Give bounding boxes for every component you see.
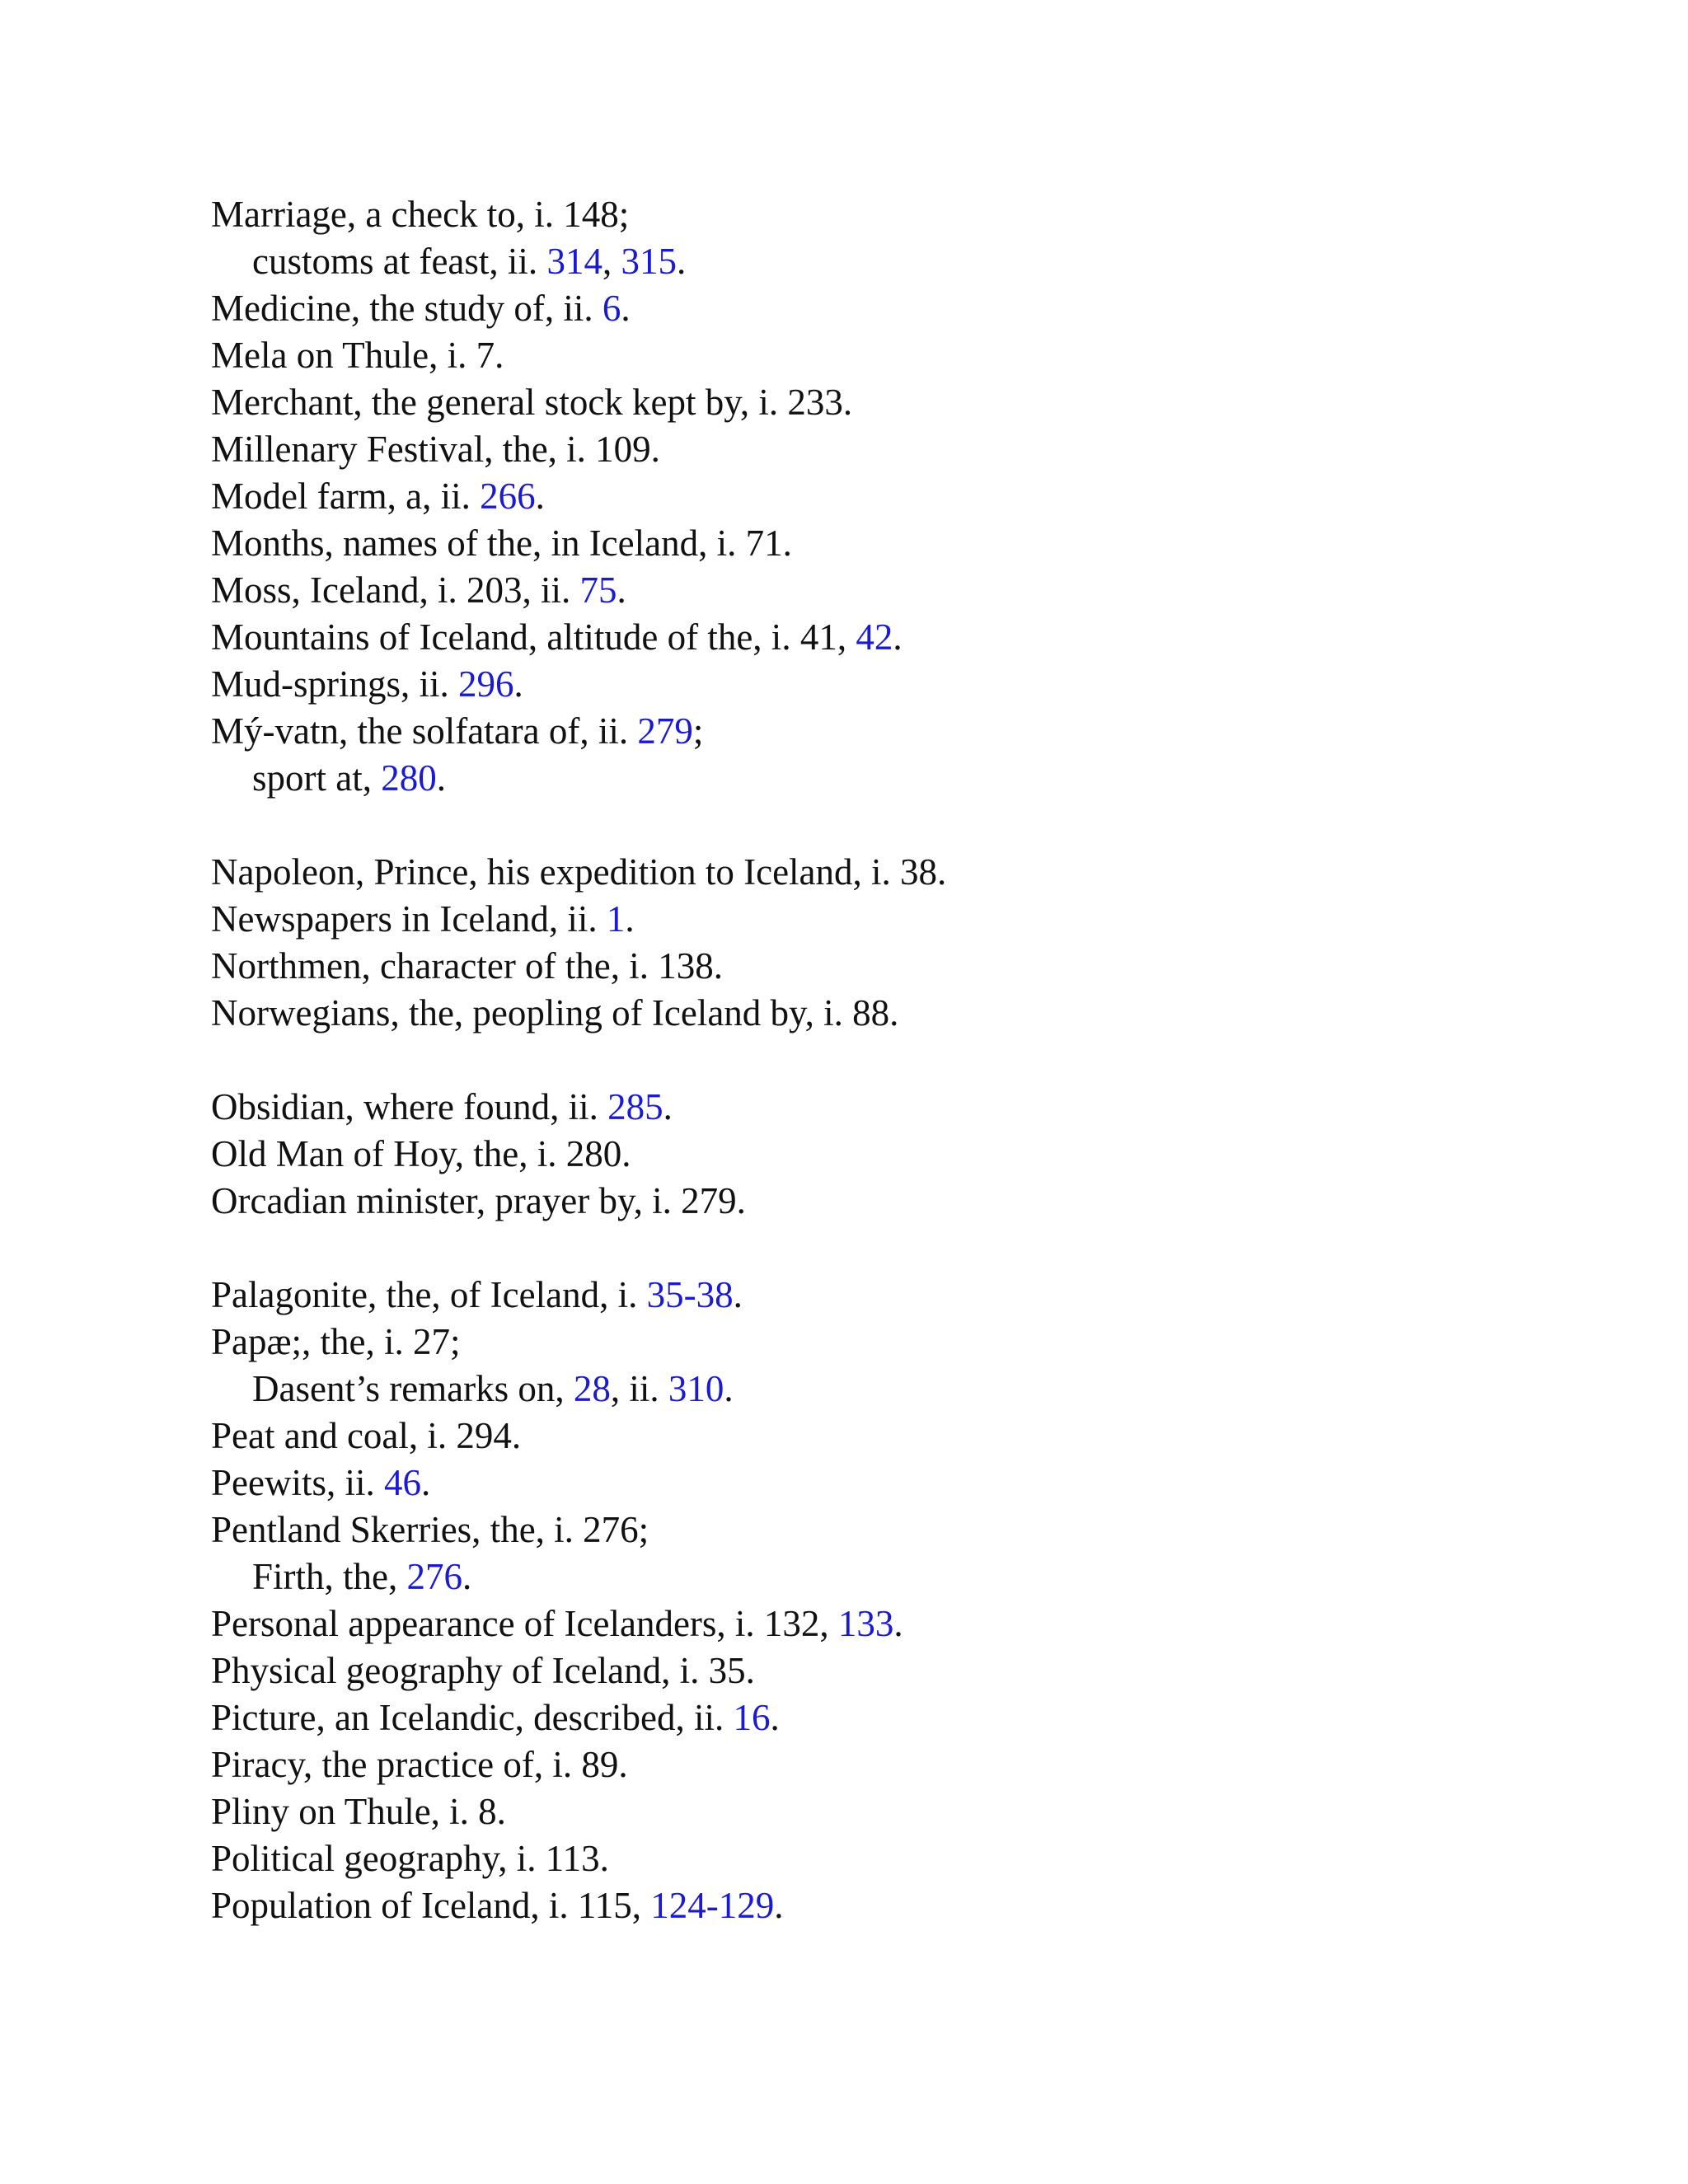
entry-text: .: [893, 1603, 903, 1644]
entry-text: .: [733, 1274, 743, 1315]
entry-text: Norwegians, the, peopling of Iceland by, i. 88.: [211, 992, 899, 1033]
page-reference-link[interactable]: 46: [384, 1462, 421, 1503]
entry-text: Marriage, a check to, i. 148;: [211, 194, 630, 235]
index-letter-group: [211, 191, 1612, 802]
index-letter-group: [211, 1084, 1612, 1225]
page-reference-link[interactable]: 279: [637, 710, 693, 752]
entry-text: .: [421, 1462, 431, 1503]
entry-text: Palagonite, the, of Iceland, i.: [211, 1274, 647, 1315]
entry-text: Dasent’s remarks on,: [252, 1368, 574, 1409]
entry-text: .: [513, 663, 523, 705]
entry-text: Merchant, the general stock kept by, i. 233.: [211, 382, 853, 423]
entry-text: .: [770, 1697, 780, 1738]
index-entry: [211, 708, 1612, 755]
entry-text: .: [535, 476, 545, 517]
index-letter-group: [211, 849, 1612, 1037]
entry-text: ,: [602, 241, 621, 282]
entry-text: Population of Iceland, i. 115,: [211, 1885, 651, 1926]
page-reference-link[interactable]: 266: [480, 476, 536, 517]
index-entry: [211, 426, 1612, 473]
index-entry: [211, 661, 1612, 708]
index-entry: [211, 1835, 1612, 1882]
entry-text: Newspapers in Iceland, ii.: [211, 898, 607, 940]
entry-text: Northmen, character of the, i. 138.: [211, 945, 724, 987]
entry-text: Model farm, a, ii.: [211, 476, 481, 517]
entry-text: Moss, Iceland, i. 203, ii.: [211, 569, 580, 611]
index-entry: [211, 1882, 1612, 1929]
entry-text: Napoleon, Prince, his expedition to Iceland, i. 38.: [211, 851, 947, 893]
index-entry: [211, 990, 1612, 1037]
entry-text: Medicine, the study of, ii.: [211, 288, 603, 329]
index-entry: [211, 943, 1612, 990]
page-reference-link[interactable]: 35-38: [646, 1274, 734, 1315]
index-subentry: [211, 755, 1612, 802]
index-entry: [211, 1694, 1612, 1741]
index-entry: [211, 191, 1612, 238]
page-reference-link[interactable]: 280: [381, 757, 437, 799]
entry-text: Mountains of Iceland, altitude of the, i. 41,: [211, 616, 856, 658]
entry-text: Peewits, ii.: [211, 1462, 384, 1503]
index-entry: [211, 1413, 1612, 1460]
entry-text: Personal appearance of Icelanders, i. 132,: [211, 1603, 838, 1644]
entry-text: Millenary Festival, the, i. 109.: [211, 429, 660, 470]
index-entry: [211, 1319, 1612, 1366]
index-entry: [211, 1178, 1612, 1225]
index-entry: [211, 1507, 1612, 1554]
entry-text: ;: [692, 710, 704, 752]
entry-text: sport at,: [252, 757, 382, 799]
entry-text: Orcadian minister, prayer by, i. 279.: [211, 1180, 746, 1221]
page-reference-link[interactable]: 285: [607, 1086, 663, 1127]
entry-text: Piracy, the practice of, i. 89.: [211, 1744, 628, 1785]
page-reference-link[interactable]: 124-129: [650, 1885, 775, 1926]
index-entry: [211, 1084, 1612, 1131]
entry-text: .: [462, 1556, 472, 1597]
index-subentry: [211, 1366, 1612, 1413]
index-entry: [211, 896, 1612, 943]
page-reference-link[interactable]: 296: [458, 663, 514, 705]
entry-text: .: [621, 288, 631, 329]
index-entry: [211, 614, 1612, 661]
page-reference-link[interactable]: 75: [579, 569, 617, 611]
entry-text: .: [724, 1368, 734, 1409]
entry-text: Months, names of the, in Iceland, i. 71.: [211, 523, 792, 564]
page-reference-link[interactable]: 310: [668, 1368, 724, 1409]
index-page: [211, 191, 1612, 1929]
entry-text: Peat and coal, i. 294.: [211, 1415, 522, 1456]
entry-text: .: [625, 898, 635, 940]
entry-text: Mý-vatn, the solfatara of, ii.: [211, 710, 638, 752]
index-entry: [211, 849, 1612, 896]
index-entry: [211, 1741, 1612, 1788]
page-reference-link[interactable]: 6: [602, 288, 621, 329]
index-entry: [211, 1131, 1612, 1178]
entry-text: Pliny on Thule, i. 8.: [211, 1791, 506, 1832]
page-reference-link[interactable]: 276: [406, 1556, 462, 1597]
entry-text: , ii.: [610, 1368, 668, 1409]
entry-text: .: [893, 616, 903, 658]
page-reference-link[interactable]: 42: [856, 616, 893, 658]
index-entry: [211, 379, 1612, 426]
entry-text: Mud-springs, ii.: [211, 663, 459, 705]
index-entry: [211, 1272, 1612, 1319]
index-entry: [211, 1601, 1612, 1647]
entry-text: .: [676, 241, 687, 282]
entry-text: Firth, the,: [252, 1556, 407, 1597]
page-reference-link[interactable]: 315: [621, 241, 677, 282]
entry-text: .: [617, 569, 626, 611]
entry-text: .: [436, 757, 446, 799]
index-entry: [211, 520, 1612, 567]
page-reference-link[interactable]: 133: [837, 1603, 894, 1644]
index-entry: [211, 1647, 1612, 1694]
entry-text: Obsidian, where found, ii.: [211, 1086, 608, 1127]
entry-text: Papæ;, the, i. 27;: [211, 1321, 461, 1362]
entry-text: .: [774, 1885, 784, 1926]
index-entry: [211, 1460, 1612, 1507]
page-reference-link[interactable]: 314: [546, 241, 603, 282]
index-entry: [211, 285, 1612, 332]
index-entry: [211, 1788, 1612, 1835]
page-reference-link[interactable]: 1: [606, 898, 626, 940]
index-entry: [211, 567, 1612, 614]
index-letter-group: [211, 1272, 1612, 1929]
page-reference-link[interactable]: 16: [733, 1697, 771, 1738]
entry-text: Mela on Thule, i. 7.: [211, 335, 504, 376]
entry-text: customs at feast, ii.: [252, 241, 547, 282]
entry-text: Old Man of Hoy, the, i. 280.: [211, 1133, 631, 1174]
entry-text: .: [663, 1086, 673, 1127]
index-subentry: [211, 1554, 1612, 1601]
entry-text: Picture, an Icelandic, described, ii.: [211, 1697, 734, 1738]
index-entry: [211, 473, 1612, 520]
page-reference-link[interactable]: 28: [573, 1368, 611, 1409]
entry-text: Pentland Skerries, the, i. 276;: [211, 1509, 649, 1550]
entry-text: Physical geography of Iceland, i. 35.: [211, 1650, 755, 1691]
index-entry: [211, 332, 1612, 379]
index-subentry: [211, 238, 1612, 285]
entry-text: Political geography, i. 113.: [211, 1838, 609, 1879]
